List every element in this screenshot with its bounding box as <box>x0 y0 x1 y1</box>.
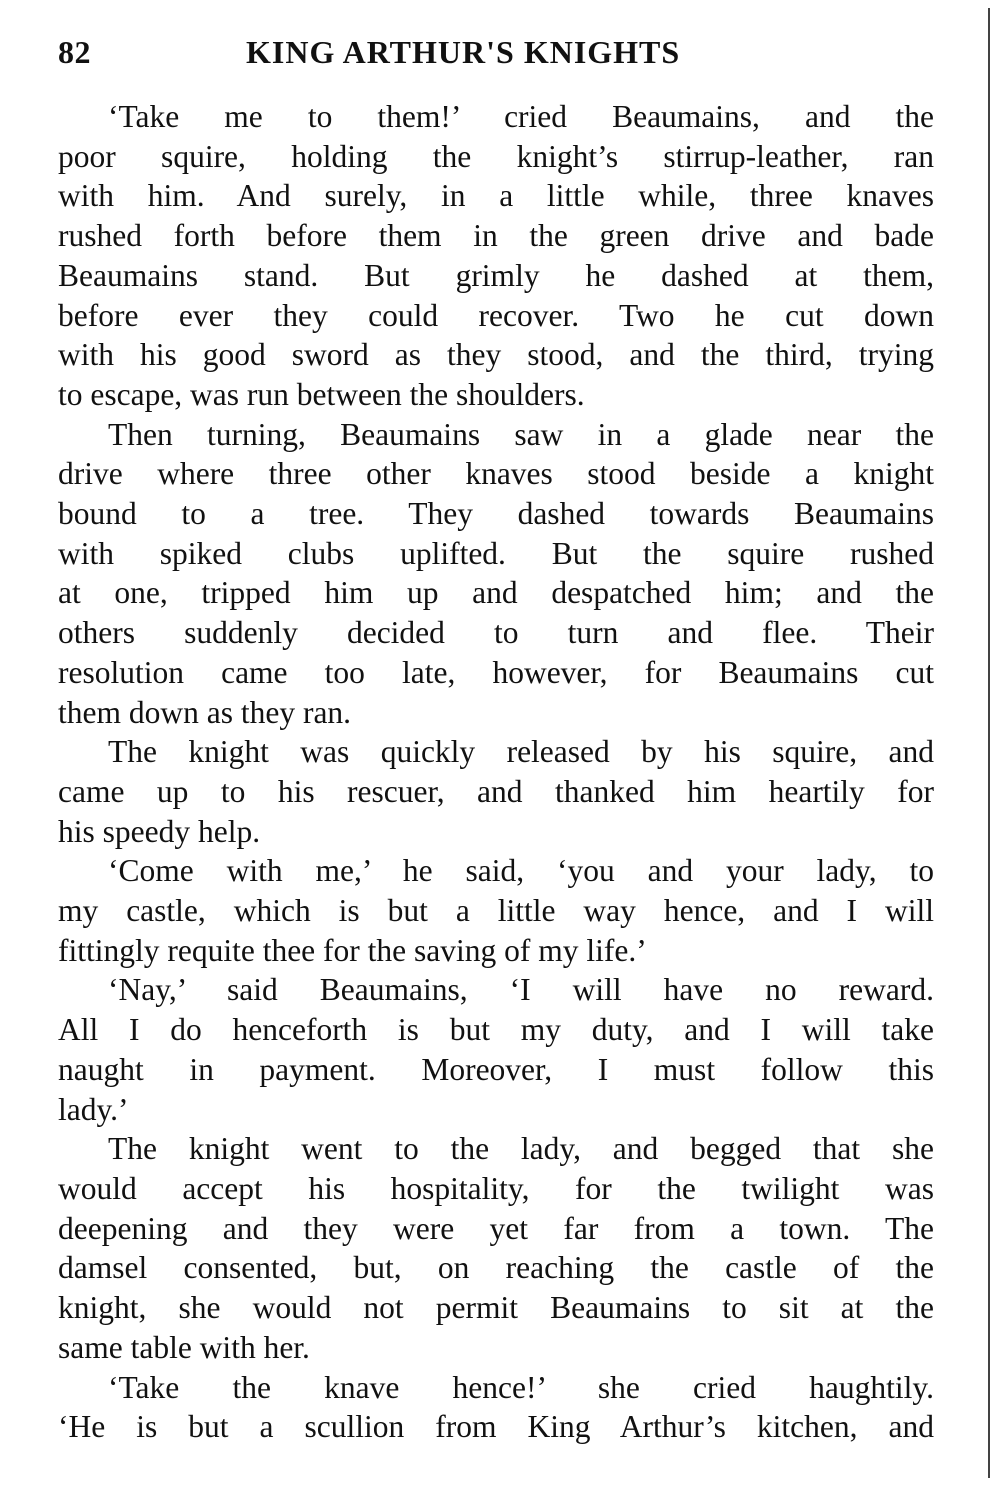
text-line: poor squire, holding the knight’s stirrup-leather, ran <box>58 138 934 174</box>
text-line: The knight was quickly released by his squire, and <box>108 734 934 770</box>
page-edge-rule <box>988 8 990 1478</box>
paragraph <box>58 97 934 415</box>
text-line: came up to his rescuer, and thanked him heartily for <box>58 773 934 809</box>
text-line: to escape, was run between the shoulders. <box>58 376 585 412</box>
text-line: with his good sword as they stood, and the third, trying <box>58 337 934 373</box>
text-line: knight, she would not permit Beaumains to sit at the <box>58 1290 934 1326</box>
text-line: lady.’ <box>58 1091 129 1127</box>
paragraph <box>58 1129 934 1367</box>
text-line: ‘Take me to them!’ cried Beaumains, and the <box>108 99 934 134</box>
text-line: bound to a tree. They dashed towards Beaumains <box>58 496 934 532</box>
text-line: same table with her. <box>58 1329 310 1365</box>
paragraph <box>58 970 934 1129</box>
text-line: rushed forth before them in the green drive and bade <box>58 218 934 254</box>
text-line: with him. And surely, in a little while, three knaves <box>58 178 934 214</box>
paragraph <box>58 1368 934 1447</box>
text-line: All I do henceforth is but my duty, and I will take <box>58 1012 934 1048</box>
text-line: them down as they ran. <box>58 694 352 730</box>
paragraph <box>58 851 934 970</box>
text-line: would accept his hospitality, for the twilight was <box>58 1170 934 1206</box>
text-line: deepening and they were yet far from a town. The <box>58 1210 934 1246</box>
text-line: my castle, which is but a little way hence, and I will <box>58 893 934 929</box>
text-line: drive where three other knaves stood beside a knight <box>58 456 934 492</box>
text-line: at one, tripped him up and despatched him; and the <box>58 575 934 611</box>
running-title: KING ARTHUR'S KNIGHTS <box>246 34 681 70</box>
text-line: ‘Come with me,’ he said, ‘you and your lady, to <box>108 853 934 889</box>
text-line: Then turning, Beaumains saw in a glade near the <box>108 416 934 452</box>
paragraph <box>58 415 934 733</box>
page-header <box>58 30 938 80</box>
page-number: 82 <box>58 34 91 70</box>
body-text <box>58 97 934 1447</box>
text-line: ‘Nay,’ said Beaumains, ‘I will have no reward. <box>108 972 934 1008</box>
text-line: before ever they could recover. Two he cut down <box>58 297 934 333</box>
text-line: fittingly requite thee for the saving of my life.’ <box>58 932 647 968</box>
paragraph <box>58 732 934 851</box>
text-line: Beaumains stand. But grimly he dashed at them, <box>58 257 934 293</box>
text-line: naught in payment. Moreover, I must follow this <box>58 1051 934 1087</box>
text-line: damsel consented, but, on reaching the castle of the <box>58 1250 934 1286</box>
text-line: ‘He is but a scullion from King Arthur’s kitchen, and <box>58 1409 934 1445</box>
text-line: resolution came too late, however, for Beaumains cut <box>58 654 934 690</box>
text-line: The knight went to the lady, and begged that she <box>108 1131 934 1167</box>
text-line: his speedy help. <box>58 813 261 849</box>
text-line: with spiked clubs uplifted. But the squire rushed <box>58 535 934 571</box>
text-line: ‘Take the knave hence!’ she cried haughtily. <box>108 1369 934 1405</box>
text-line: others suddenly decided to turn and flee. Their <box>58 615 934 651</box>
